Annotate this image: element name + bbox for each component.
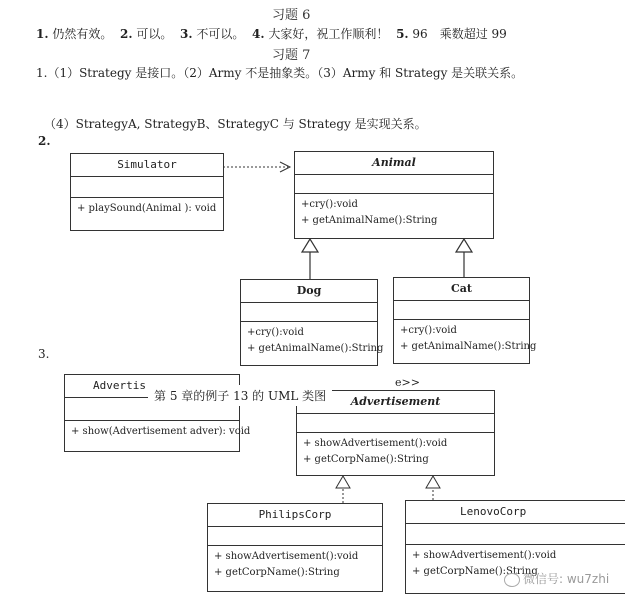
- advertis-class-name: Advertis: [65, 375, 239, 398]
- advertisement-attributes: [297, 414, 494, 433]
- simulator-class-name: Simulator: [71, 154, 223, 177]
- advertisement-op-show: + showAdvertisement():void: [303, 438, 448, 449]
- ex6-ans-4: 大家好，祝工作顺利！: [268, 27, 389, 41]
- cat-inherit-arrow: [456, 239, 472, 252]
- ex6-ans-3: 不可以。: [196, 27, 245, 41]
- cat-op-getname: + getAnimalName():String: [400, 341, 537, 352]
- simulator-attributes: [71, 177, 223, 198]
- animal-op-getname: + getAnimalName():String: [301, 215, 438, 226]
- dog-operations: [241, 322, 384, 360]
- lenovo-op-getname: + getCorpName():String: [412, 566, 538, 577]
- advertisement-op-getname: + getCorpName():String: [303, 454, 429, 465]
- simulator-op: + playSound(Animal ): void: [77, 203, 217, 214]
- philips-attributes: [208, 527, 382, 546]
- advertisement-interface-name: Advertisement: [297, 391, 494, 414]
- dog-op-cry: +cry():void: [247, 327, 304, 338]
- dog-attributes: [241, 303, 377, 322]
- ex6-num-2: 2.: [120, 27, 133, 41]
- advertisement-operations: [297, 433, 494, 471]
- philips-class-name: PhilipsCorp: [208, 504, 382, 527]
- animal-attributes: [295, 175, 493, 194]
- ex7-q1-4: （4）StrategyA, StrategyB、StrategyC 与 Strategy 是实现关系。: [44, 117, 427, 131]
- philips-op-getname: + getCorpName():String: [214, 567, 340, 578]
- cat-op-cry: +cry():void: [400, 325, 457, 336]
- uml-class-philipscorp: [207, 503, 383, 592]
- cat-attributes: [394, 301, 529, 320]
- lenovo-attributes: [406, 524, 625, 545]
- ex6-ans-5: 96 乘数超过 99: [412, 27, 507, 41]
- dog-inherit-arrow: [302, 239, 318, 252]
- ex6-title: 习题 6: [272, 8, 311, 23]
- cat-class-name: Cat: [394, 278, 529, 301]
- animal-operations: [295, 194, 493, 232]
- philips-realize-arrow: [336, 476, 350, 488]
- wechat-watermark: [504, 570, 609, 587]
- advertis-operations: [65, 421, 251, 443]
- ex6-num-4: 4.: [252, 27, 265, 41]
- dog-class-name: Dog: [241, 280, 377, 303]
- animal-class-name: Animal: [295, 152, 493, 175]
- watermark-text: 微信号: wu7zhi: [523, 572, 610, 586]
- uml-class-cat: [393, 277, 537, 364]
- ex7-q1: 1.（1）Strategy 是接口。（2）Army 不是抽象类。（3）Army 和 Strategy 是关联关系。: [36, 66, 524, 80]
- simulator-operations: [71, 198, 223, 220]
- ex7-q2-label: 2.: [38, 134, 51, 148]
- wechat-icon: [504, 573, 520, 587]
- dependency-arrowhead: [280, 162, 290, 172]
- philips-op-show: + showAdvertisement():void: [214, 551, 359, 562]
- figure-caption: 第 5 章的例子 13 的 UML 类图: [148, 385, 332, 406]
- uml-class-simulator: [70, 153, 224, 231]
- ex7-q3-label: 3.: [38, 347, 50, 361]
- uml-class-animal: [294, 151, 494, 239]
- ex6-answers: [36, 25, 507, 42]
- lenovo-class-name: LenovoCorp: [406, 501, 625, 524]
- lenovo-realize-arrow: [426, 476, 440, 488]
- dog-op-getname: + getAnimalName():String: [247, 343, 384, 354]
- cat-operations: [394, 320, 537, 358]
- ex7-title: 习题 7: [272, 48, 311, 63]
- lenovo-op-show: + showAdvertisement():void: [412, 550, 557, 561]
- ex6-ans-2: 可以。: [136, 27, 173, 41]
- stereotype-fragment: e>>: [395, 376, 420, 389]
- ex6-ans-1: 仍然有效。: [52, 27, 113, 41]
- animal-op-cry: +cry():void: [301, 199, 358, 210]
- ex6-num-1: 1.: [36, 27, 49, 41]
- advertis-op-show: + show(Advertisement adver): void: [71, 426, 251, 437]
- ex6-num-3: 3.: [180, 27, 193, 41]
- uml-class-dog: [240, 279, 384, 366]
- philips-operations: [208, 546, 382, 584]
- ex6-num-5: 5.: [396, 27, 409, 41]
